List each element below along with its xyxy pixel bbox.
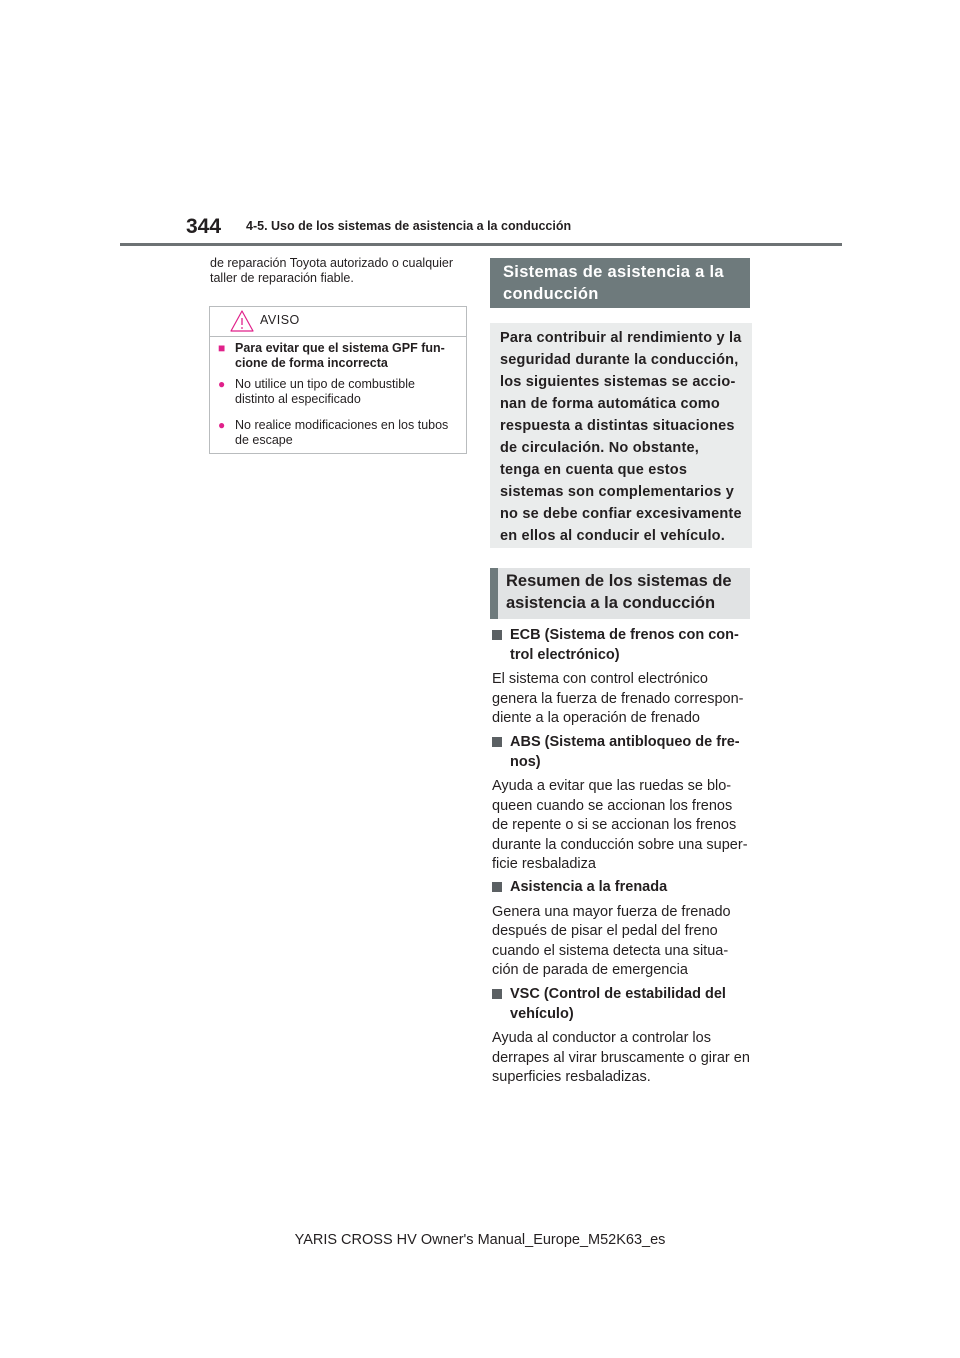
feature-heading bbox=[492, 626, 752, 665]
feature-heading bbox=[492, 985, 752, 1024]
header-section-title: 4-5. Uso de los sistemas de asistencia a la conducción bbox=[246, 219, 572, 233]
feature-title: Asistencia a la frenada bbox=[510, 879, 668, 895]
square-bullet-icon bbox=[492, 882, 502, 892]
square-bullet-icon bbox=[492, 737, 502, 747]
warning-title-text: Para evitar que el sistema GPF fun- cione de forma incorrecta bbox=[235, 341, 445, 370]
feature-title: ABS (Sistema antibloqueo de fre- nos) bbox=[510, 734, 740, 770]
warning-triangle-icon bbox=[230, 310, 254, 332]
feature-description: Genera una mayor fuerza de frenado después de pisar el pedal del freno cuando el sistema detecta una situa- ción de parada de emergencia bbox=[492, 903, 731, 978]
feature-item bbox=[492, 985, 752, 1088]
page-footer: YARIS CROSS HV Owner's Manual_Europe_M52K63_es bbox=[294, 1232, 666, 1248]
feature-description: Ayuda al conductor a controlar los derrapes al virar bruscamente o girar en superficies resbaladizas. bbox=[492, 1030, 750, 1085]
round-bullet-icon: ● bbox=[218, 377, 226, 391]
feature-item bbox=[492, 878, 752, 981]
warning-item-text: No utilice un tipo de combustible distinto al especificado bbox=[235, 377, 415, 406]
subsection-title-banner: Resumen de los sistemas de asistencia a la conducción bbox=[490, 568, 750, 619]
warning-item bbox=[218, 418, 458, 447]
feature-heading bbox=[492, 733, 752, 772]
warning-item-text: No realice modificaciones en los tubos de escape bbox=[235, 418, 449, 447]
feature-description: Ayuda a evitar que las ruedas se blo- queen cuando se accionan los frenos de repente o si se accionan los frenos durante la conducción sobre una super- ficie resbaladiza bbox=[492, 778, 748, 872]
feature-heading bbox=[492, 878, 752, 898]
section-summary: Para contribuir al rendimiento y la seguridad durante la conducción, los siguientes sistemas se accio- nan de forma automática como respuesta a distintas situaciones de circulación. No obstante, tenga en cuenta que estos sistemas son complementarios y no se debe confiar excesivamente en ellos al conducir el vehículo. bbox=[490, 323, 752, 548]
warning-title bbox=[218, 341, 458, 370]
feature-title: ECB (Sistema de frenos con con- trol electrónico) bbox=[510, 627, 739, 663]
feature-description: El sistema con control electrónico genera la fuerza de frenado correspon- diente a la operación de frenado bbox=[492, 671, 744, 726]
section-title-banner: Sistemas de asistencia a la conducción bbox=[490, 258, 750, 308]
square-bullet-icon bbox=[492, 630, 502, 640]
warning-header bbox=[210, 307, 466, 337]
warning-label: AVISO bbox=[260, 313, 300, 327]
feature-item bbox=[492, 626, 752, 729]
square-bullet-icon: ■ bbox=[218, 341, 226, 355]
header-rule bbox=[120, 243, 842, 246]
warning-item bbox=[218, 377, 458, 406]
warning-box bbox=[209, 306, 467, 454]
feature-item bbox=[492, 733, 752, 875]
intro-text: de reparación Toyota autorizado o cualquier taller de reparación fiable. bbox=[210, 256, 453, 285]
square-bullet-icon bbox=[492, 989, 502, 999]
feature-title: VSC (Control de estabilidad del vehículo) bbox=[510, 986, 726, 1022]
page-number: 344 bbox=[186, 215, 222, 238]
round-bullet-icon: ● bbox=[218, 418, 226, 432]
